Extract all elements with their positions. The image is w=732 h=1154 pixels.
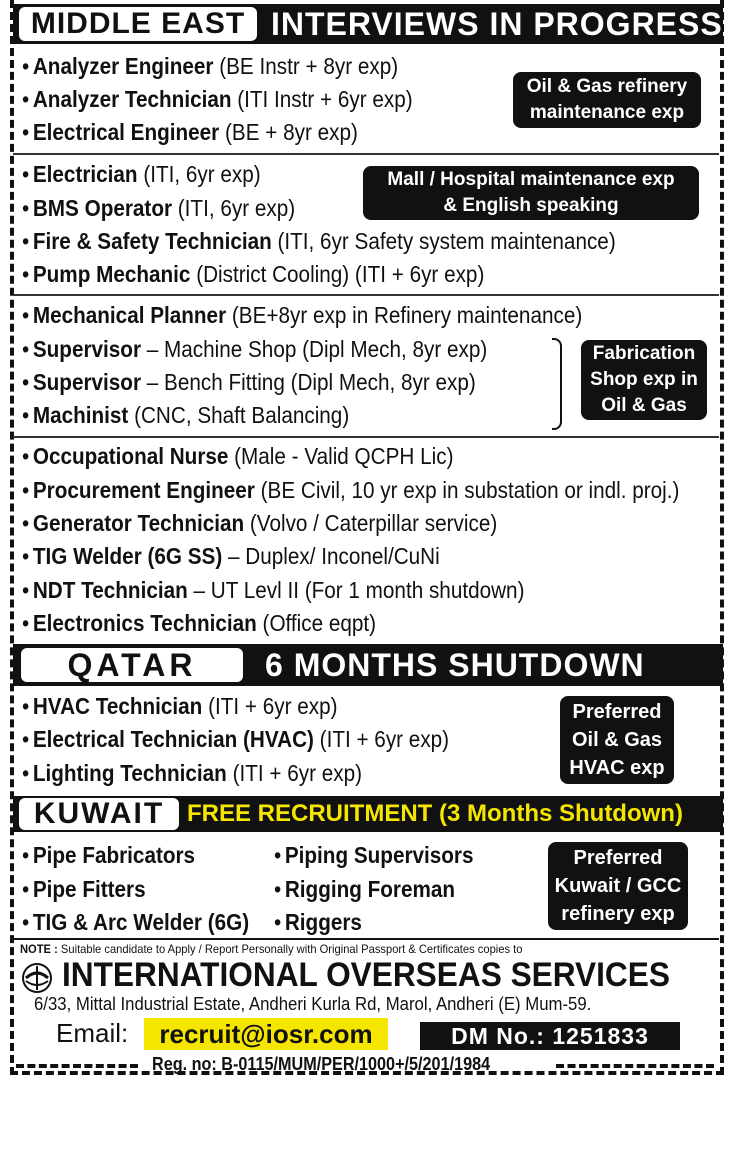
job-requirements: – Duplex/ Inconel/CuNi — [228, 543, 440, 569]
job-listing — [22, 758, 362, 788]
tag-line: maintenance exp — [529, 102, 685, 123]
job-listing — [22, 84, 413, 114]
tag-line: Fabrication — [592, 343, 696, 364]
job-title: Generator Technician — [32, 510, 245, 536]
tag-line: Shop exp in — [590, 369, 698, 390]
divider — [13, 436, 719, 438]
job-title: Supervisor — [32, 369, 141, 395]
dm-number: DM No.: 1251833 — [420, 1022, 680, 1050]
job-title: Electronics Technician — [32, 610, 257, 636]
job-title: Analyzer Engineer — [32, 53, 214, 79]
tag-fabrication — [581, 340, 707, 420]
job-listing — [22, 300, 582, 330]
job-listing — [22, 724, 449, 754]
tag-refinery — [513, 72, 701, 128]
header-title: INTERVIEWS IN PROGRESS — [271, 6, 723, 42]
job-requirements: (District Cooling) (ITI + 6yr exp) — [196, 261, 485, 287]
job-listing — [22, 608, 376, 638]
job-title: Electrical Technician (HVAC) — [32, 726, 314, 752]
divider — [13, 938, 719, 940]
dash-line-right — [556, 1064, 714, 1068]
job-listing — [22, 575, 524, 605]
job-requirements: – UT Levl II (For 1 month shutdown) — [193, 577, 525, 603]
job-title: Analyzer Technician — [32, 86, 232, 112]
job-title: BMS Operator — [32, 195, 173, 221]
job-requirements: (ITI + 6yr exp) — [208, 693, 338, 719]
job-listing — [22, 475, 679, 505]
note-text: Suitable candidate to Apply / Report Personally with Original Passport & Certificates copies to — [60, 942, 523, 956]
divider — [13, 294, 719, 296]
job-requirements: (ITI, 6yr Safety system maintenance) — [277, 228, 616, 254]
job-listing — [22, 874, 146, 904]
job-listing — [22, 117, 358, 147]
company-address: 6/33, Mittal Industrial Estate, Andheri Kurla Rd, Marol, Andheri (E) Mum-59. — [34, 994, 592, 1014]
company-name: INTERNATIONAL OVERSEAS SERVICES — [62, 956, 670, 994]
job-title: TIG & Arc Welder (6G) — [32, 909, 250, 935]
job-listing — [22, 367, 476, 397]
company-logo — [22, 963, 52, 993]
job-listing — [22, 226, 616, 256]
tag-line: Oil & Gas refinery — [526, 76, 688, 97]
job-requirements: (ITI, 6yr exp) — [143, 161, 261, 187]
globe-icon — [22, 963, 52, 993]
job-listing — [22, 259, 484, 289]
tag-line: Oil & Gas — [571, 729, 663, 751]
header-title: 6 MONTHS SHUTDOWN — [265, 647, 645, 683]
tag-line: Kuwait / GCC — [554, 875, 682, 897]
note-label: NOTE : — [20, 942, 58, 956]
job-listing — [22, 441, 453, 471]
job-requirements: (BE Civil, 10 yr exp in substation or indl. proj.) — [260, 477, 680, 503]
divider — [13, 153, 719, 155]
job-title: Riggers — [284, 909, 362, 935]
job-title: Pump Mechanic — [32, 261, 191, 287]
job-title: Electrical Engineer — [32, 119, 220, 145]
job-requirements: – Bench Fitting (Dipl Mech, 8yr exp) — [146, 369, 476, 395]
tag-line: Mall / Hospital maintenance exp — [387, 169, 675, 190]
tag-hvac — [560, 696, 674, 784]
job-title: Rigging Foreman — [284, 876, 456, 902]
email-label: Email: — [56, 1018, 129, 1048]
job-listing — [22, 840, 195, 870]
job-requirements: (CNC, Shaft Balancing) — [134, 402, 350, 428]
region-label: KUWAIT — [19, 798, 179, 830]
job-requirements: (ITI, 6yr exp) — [177, 195, 296, 221]
tag-line: & English speaking — [443, 195, 619, 216]
registration-number: Reg. no: B-0115/MUM/PER/1000+/5/201/1984 — [152, 1054, 491, 1074]
job-requirements: (BE + 8yr exp) — [224, 119, 358, 145]
job-title: Machinist — [32, 402, 129, 428]
job-title: Lighting Technician — [32, 760, 227, 786]
tag-line: Preferred — [572, 701, 662, 723]
job-listing — [22, 159, 261, 189]
job-listing — [274, 874, 455, 904]
tag-line: Preferred — [573, 847, 663, 869]
job-title: Pipe Fabricators — [32, 842, 196, 868]
tag-mall — [363, 166, 699, 220]
job-title: Fire & Safety Technician — [32, 228, 272, 254]
tag-line: refinery exp — [561, 903, 675, 925]
header-title: FREE RECRUITMENT (3 Months Shutdown) — [187, 800, 683, 827]
email-link[interactable]: recruit@iosr.com — [144, 1018, 388, 1050]
header-qatar — [13, 644, 723, 686]
job-listing — [22, 193, 295, 223]
header-middle-east — [13, 4, 723, 44]
job-title: Occupational Nurse — [32, 443, 229, 469]
job-listing — [22, 541, 440, 571]
region-label: MIDDLE EAST — [19, 7, 257, 41]
job-requirements: (BE Instr + 8yr exp) — [219, 53, 399, 79]
job-requirements: (ITI + 6yr exp) — [319, 726, 450, 752]
job-listing — [274, 840, 474, 870]
tag-line: HVAC exp — [569, 757, 665, 779]
job-listing — [22, 508, 497, 538]
job-requirements: (Office eqpt) — [262, 610, 377, 636]
tag-line: Oil & Gas — [601, 395, 687, 416]
job-requirements: (Male - Valid QCPH Lic) — [234, 443, 454, 469]
job-title: Procurement Engineer — [32, 477, 255, 503]
job-requirements: (ITI Instr + 6yr exp) — [237, 86, 413, 112]
header-kuwait — [13, 796, 723, 832]
job-listing — [22, 400, 349, 430]
job-title: NDT Technician — [32, 577, 188, 603]
job-listing — [22, 907, 249, 937]
job-title: Pipe Fitters — [32, 876, 146, 902]
dash-line-left — [16, 1064, 138, 1068]
job-requirements: (Volvo / Caterpillar service) — [249, 510, 498, 536]
region-label: QATAR — [21, 648, 243, 682]
job-requirements: (ITI + 6yr exp) — [232, 760, 362, 786]
job-requirements: (BE+8yr exp in Refinery maintenance) — [231, 302, 583, 328]
job-title: TIG Welder (6G SS) — [32, 543, 223, 569]
bracket — [552, 338, 562, 430]
job-listing — [22, 334, 487, 364]
job-requirements: – Machine Shop (Dipl Mech, 8yr exp) — [146, 336, 488, 362]
tag-kuwait — [548, 842, 688, 930]
note — [20, 942, 522, 956]
job-title: HVAC Technician — [32, 693, 203, 719]
job-title: Electrician — [32, 161, 138, 187]
job-title: Supervisor — [32, 336, 141, 362]
job-title: Piping Supervisors — [284, 842, 474, 868]
job-listing — [274, 907, 362, 937]
job-title: Mechanical Planner — [32, 302, 227, 328]
job-listing — [22, 51, 398, 81]
job-listing — [22, 691, 337, 721]
